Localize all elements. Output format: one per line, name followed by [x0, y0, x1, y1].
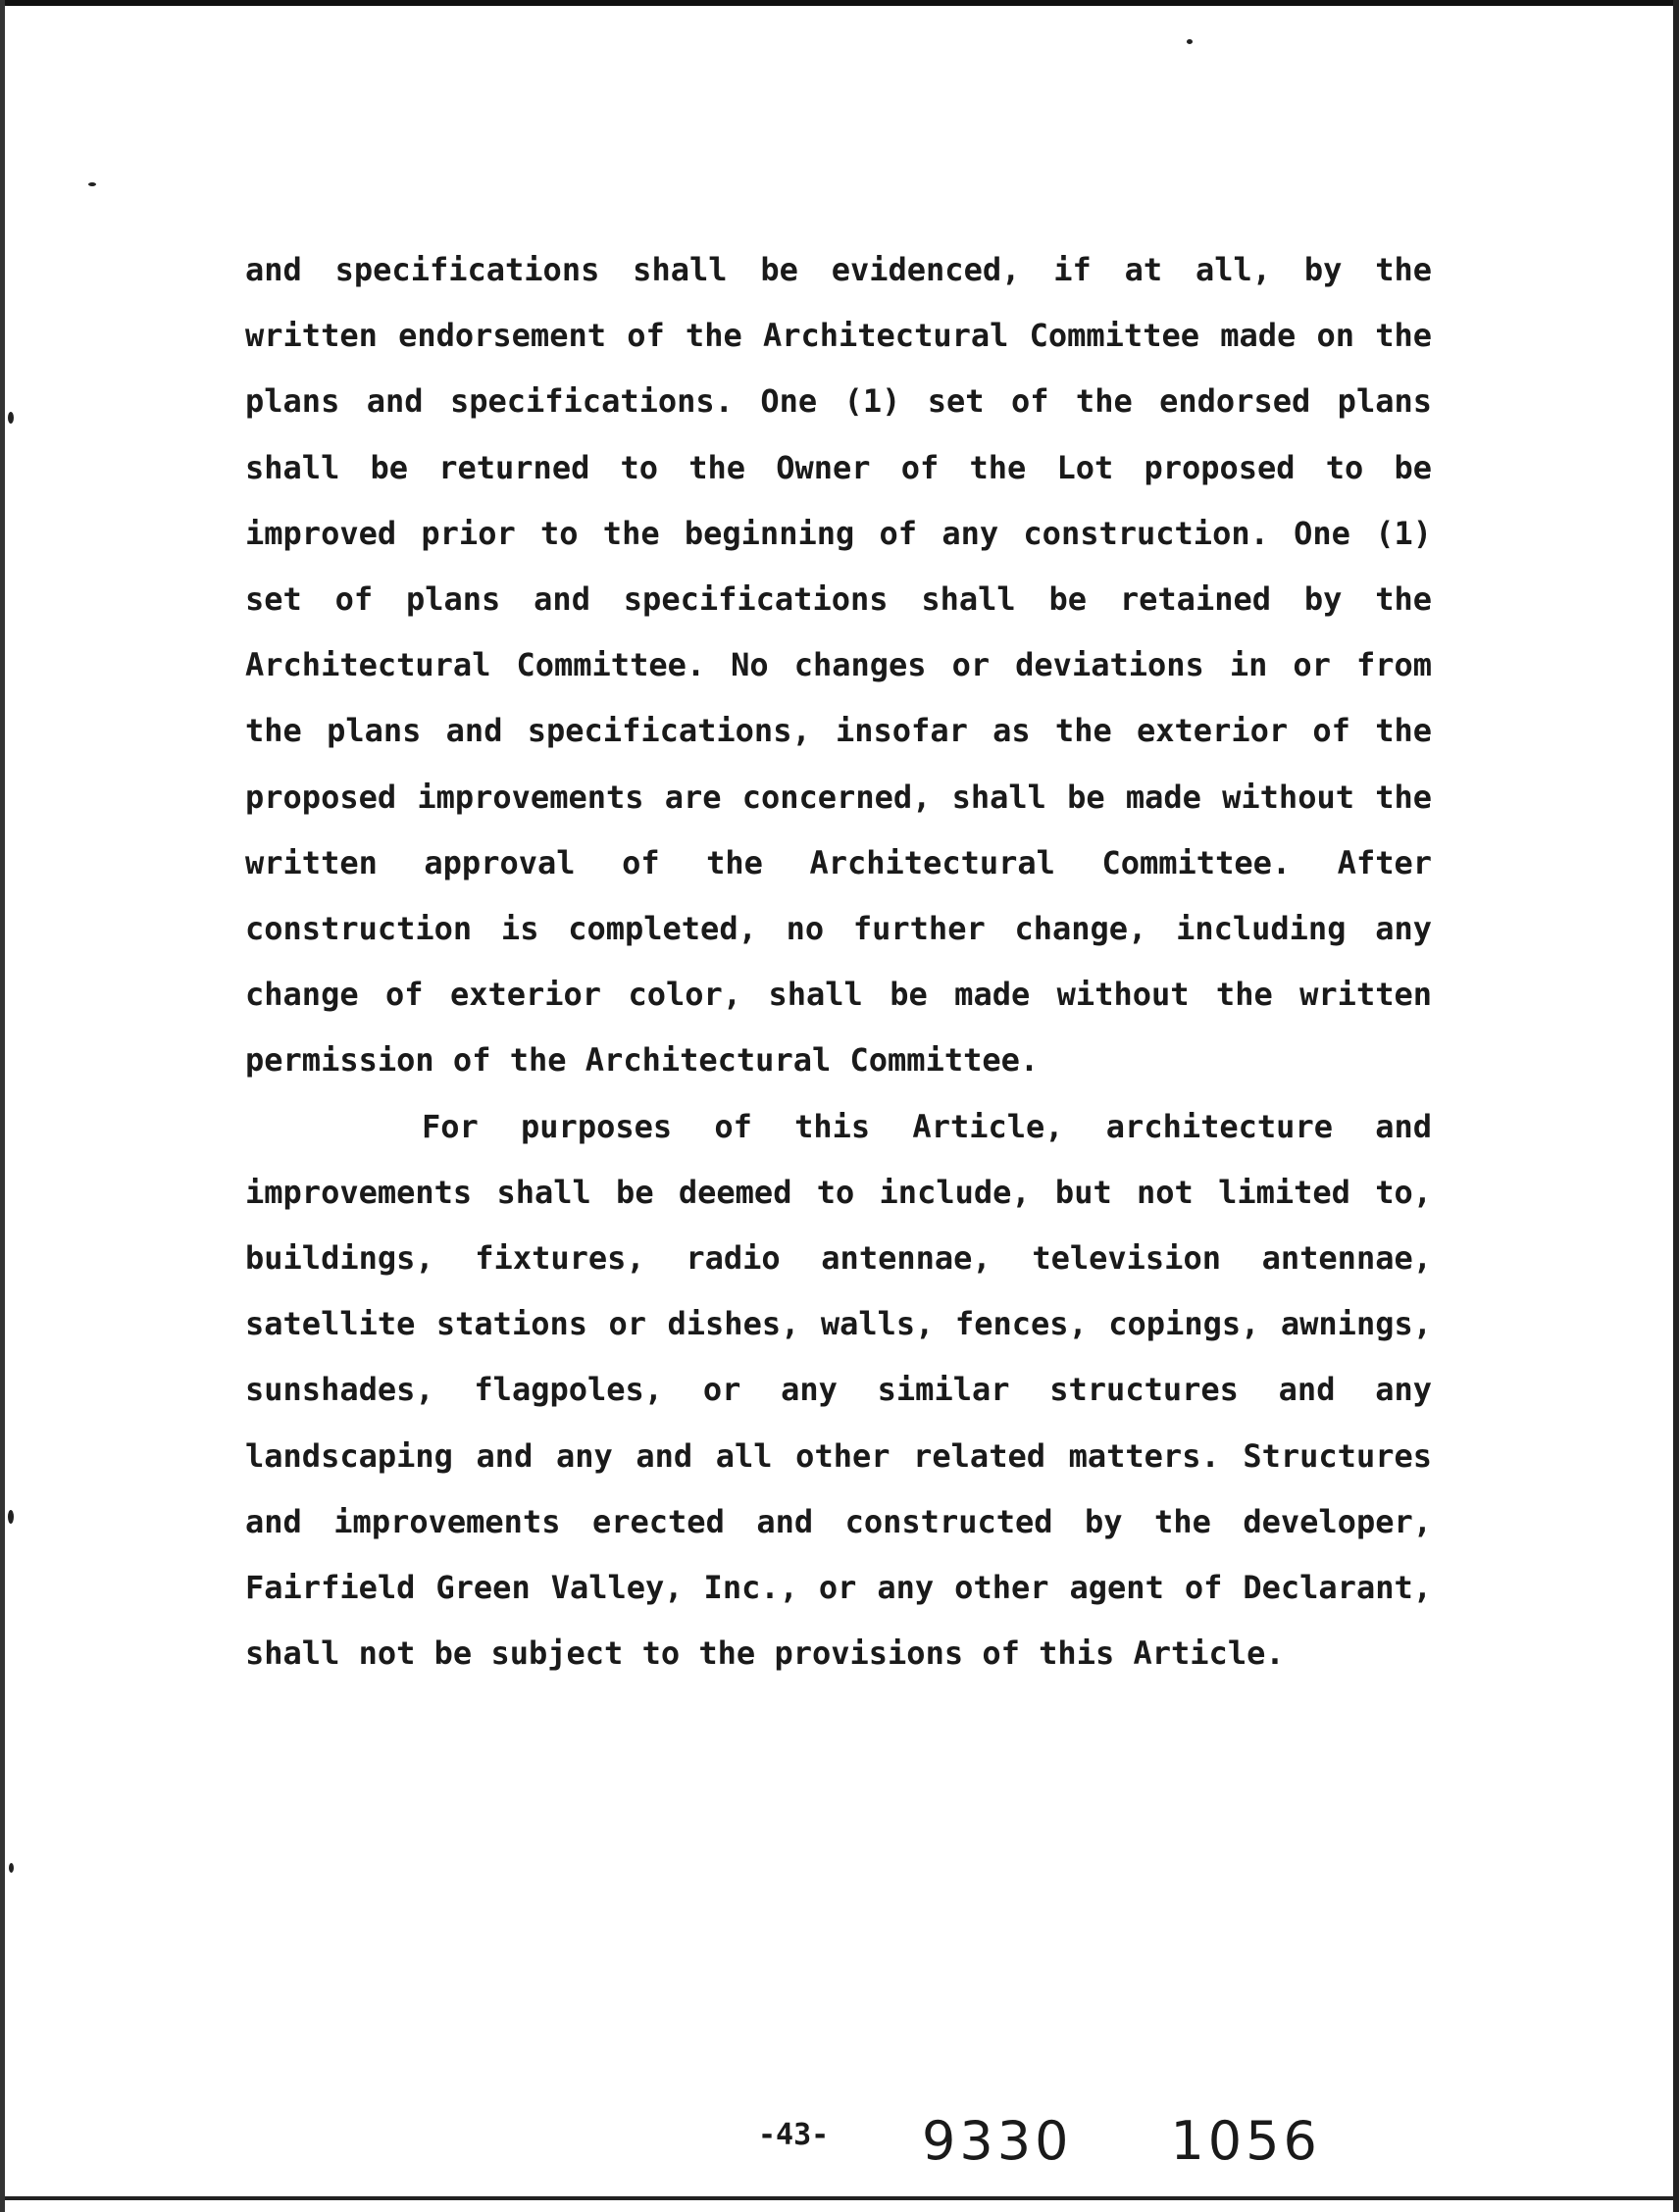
paragraph-article-scope: For purposes of this Article, architecture and improvements shall be deemed to include, but not limited to, buildings, fixtures, radio antennae, television antennae, satellite stations or dishes, walls, fences, copings, awnings, sunshades, flagpoles, or any similar structures and any landscaping and any and all other related matters. Structures and improvements erected and constructed by the developer, Fairfield Green Valley, Inc., or any other agent of Declarant, shall not be subject to the provisions of this Article. — [245, 1107, 1432, 1673]
scan-speck — [8, 1510, 14, 1524]
scan-speck — [1187, 39, 1193, 44]
book-number: 9330 — [922, 2110, 1073, 2172]
page-number: -43- — [758, 2118, 830, 2152]
scan-speck — [8, 412, 14, 424]
page-footer — [0, 2110, 1679, 2196]
scan-edge-left — [0, 0, 5, 2212]
paragraph-plans-endorsement: and specifications shall be evidenced, if at all, by the written endorsement of the Architectural Committee made on the plans and specifications. One (1) set of the endorsed plans shall be returned to the Owner of the Lot proposed to be improved prior to the beginning of any construction. One (1) set of plans and specifications shall be retained by the Architectural Committee. No changes or deviations in or from the plans and specifications, insofar as the exterior of the proposed improvements are concerned, shall be made without the written approval of the Architectural Committee. After construction is completed, no further change, including any change of exterior color, shall be made without the written permission of the Architectural Committee. — [245, 251, 1432, 1080]
scan-edge-right — [1673, 0, 1679, 2212]
recording-stamp — [922, 2110, 1321, 2172]
scan-speck — [88, 182, 96, 186]
page-reference: 1056 — [1170, 2110, 1321, 2172]
document-body — [245, 237, 1432, 1686]
scan-speck — [9, 1863, 14, 1873]
scan-edge-top — [0, 0, 1679, 6]
scan-edge-bottom — [0, 2196, 1679, 2200]
